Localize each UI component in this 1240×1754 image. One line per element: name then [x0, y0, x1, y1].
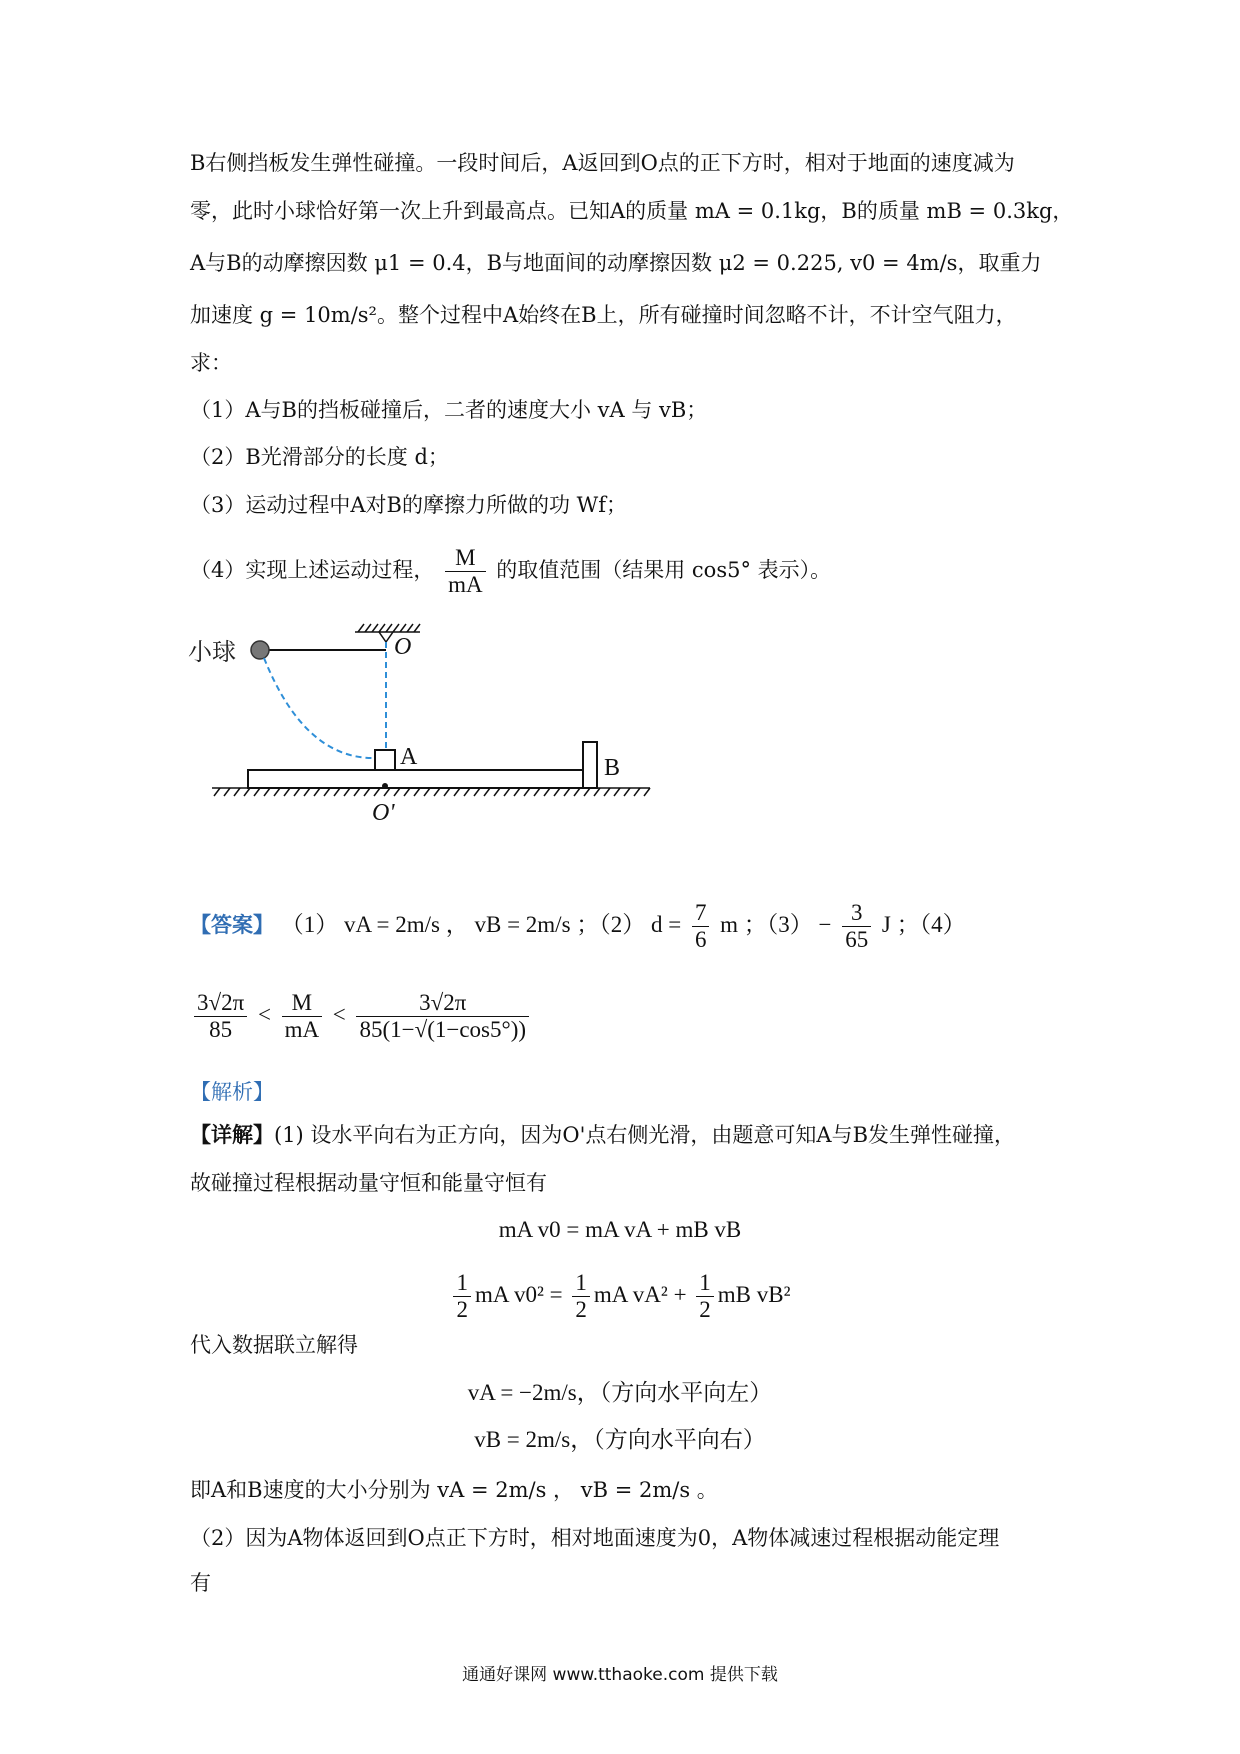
- fraction-denominator: 2: [456, 1297, 468, 1322]
- answer-d-fraction: [692, 900, 710, 953]
- answer-w-fraction: [842, 900, 871, 953]
- energy-term-1: mA v0² =: [474, 1281, 563, 1307]
- problem-line-4: 加速度 g = 10m/s²。整个过程中A始终在B上，所有碰撞时间忽略不计，不计空气阻力，: [190, 303, 1017, 327]
- detail-text-1: (1) 设水平向右为正方向，因为O'点右侧光滑，由题意可知A与B发生弹性碰撞，: [274, 1123, 1016, 1147]
- problem-line-2: 零，此时小球恰好第一次上升到最高点。已知A的质量 mA = 0.1kg，B的质量 mB = 0.3kg，: [190, 199, 1074, 223]
- board-b-baffle: [583, 742, 597, 788]
- range-mid-fraction: [282, 990, 323, 1043]
- result-va: vA = −2m/s，（方向水平向左）: [467, 1380, 773, 1405]
- fraction-denominator: 6: [694, 927, 707, 952]
- answer-d-unit: m ；（3） −: [720, 912, 832, 937]
- half-fraction: [572, 1270, 590, 1323]
- fraction-numerator: 3√2π: [356, 990, 529, 1017]
- answer-w-unit: J ；（4）: [881, 912, 966, 937]
- fraction-denominator: 65: [845, 927, 869, 952]
- fraction-denominator: mA: [448, 572, 483, 597]
- answer-range: [190, 990, 533, 1043]
- problem-line-1: B右侧挡板发生弹性碰撞。一段时间后，A返回到O点的正下方时，相对于地面的速度减为: [190, 151, 1015, 175]
- fraction-denominator: 85: [209, 1017, 233, 1042]
- fraction-numerator: 3√2π: [194, 990, 247, 1017]
- energy-term-3: mB vB²: [717, 1281, 791, 1307]
- analysis-line-2: 故碰撞过程根据动量守恒和能量守恒有: [190, 1171, 547, 1195]
- fraction-denominator: 85(1−√(1−cos5°)): [359, 1017, 527, 1042]
- fraction-denominator: 2: [575, 1297, 587, 1322]
- question-4-prefix: （4）实现上述运动过程，: [190, 558, 435, 582]
- energy-term-2: mA vA² +: [593, 1281, 687, 1307]
- block-a: [375, 750, 395, 770]
- analysis-tag: 【解析】: [190, 1080, 274, 1104]
- fraction-denominator: mA: [284, 1017, 320, 1042]
- less-than-sign: <: [332, 1002, 346, 1027]
- question-4-fraction: [445, 545, 486, 598]
- board-b-label: B: [604, 755, 621, 781]
- result-vb: vB = 2m/s，（方向水平向右）: [474, 1427, 766, 1452]
- question-1: （1）A与B的挡板碰撞后，二者的速度大小 vA 与 vB；: [190, 398, 708, 422]
- ground-point-dot: [382, 783, 388, 789]
- analysis-line-3: 代入数据联立解得: [190, 1333, 358, 1357]
- answer-part-1: （1） vA = 2m/s ， vB = 2m/s ；（2） d =: [280, 912, 682, 937]
- analysis-line-6: 有: [190, 1571, 211, 1595]
- fraction-numerator: M: [445, 545, 486, 572]
- ball-label: 小球: [188, 638, 236, 666]
- analysis-line-4: 即A和B速度的大小分别为 vA = 2m/s ， vB = 2m/s 。: [190, 1478, 718, 1502]
- question-4-suffix: 的取值范围（结果用 cos5° 表示）。: [496, 558, 832, 582]
- equation-momentum: mA v0 = mA vA + mB vB: [498, 1217, 742, 1242]
- fraction-numerator: M: [282, 990, 323, 1017]
- half-fraction: [453, 1270, 471, 1323]
- fraction-numerator: 1: [696, 1270, 714, 1297]
- fraction-numerator: 7: [692, 900, 710, 927]
- answer-line-1: [190, 900, 966, 953]
- block-a-label: A: [400, 744, 418, 770]
- board-b: [248, 770, 583, 788]
- fraction-numerator: 3: [842, 900, 871, 927]
- footer-source: 通通好课网 www.tthaoke.com 提供下载: [462, 1665, 778, 1685]
- fraction-denominator: 2: [699, 1297, 711, 1322]
- half-fraction: [696, 1270, 714, 1323]
- problem-line-5: 求：: [190, 351, 232, 375]
- answer-tag: 【答案】: [190, 912, 274, 937]
- question-2: （2）B光滑部分的长度 d；: [190, 445, 449, 469]
- physics-diagram: [180, 610, 680, 835]
- ground-hatch: [212, 788, 650, 796]
- analysis-line-5: （2）因为A物体返回到O点正下方时，相对地面速度为0，A物体减速过程根据动能定理: [190, 1526, 1000, 1550]
- question-3: （3）运动过程中A对B的摩擦力所做的功 Wf；: [190, 493, 627, 517]
- analysis-line-1: [190, 1120, 1015, 1150]
- fraction-numerator: 1: [572, 1270, 590, 1297]
- ground-point-label: O': [372, 800, 395, 826]
- ball-icon: [251, 641, 269, 659]
- swing-arc-dashed: [264, 658, 376, 758]
- question-4: [190, 545, 831, 598]
- range-left-fraction: [194, 990, 247, 1043]
- less-than-sign: <: [257, 1002, 271, 1027]
- range-right-fraction: [356, 990, 529, 1043]
- pivot-label: O: [394, 634, 412, 660]
- fraction-numerator: 1: [453, 1270, 471, 1297]
- equation-energy: [0, 1270, 1240, 1323]
- problem-line-3: A与B的动摩擦因数 μ1 = 0.4，B与地面间的动摩擦因数 μ2 = 0.225, v0 = 4m/s，取重力: [190, 251, 1042, 275]
- detail-tag: 【详解】: [190, 1122, 274, 1147]
